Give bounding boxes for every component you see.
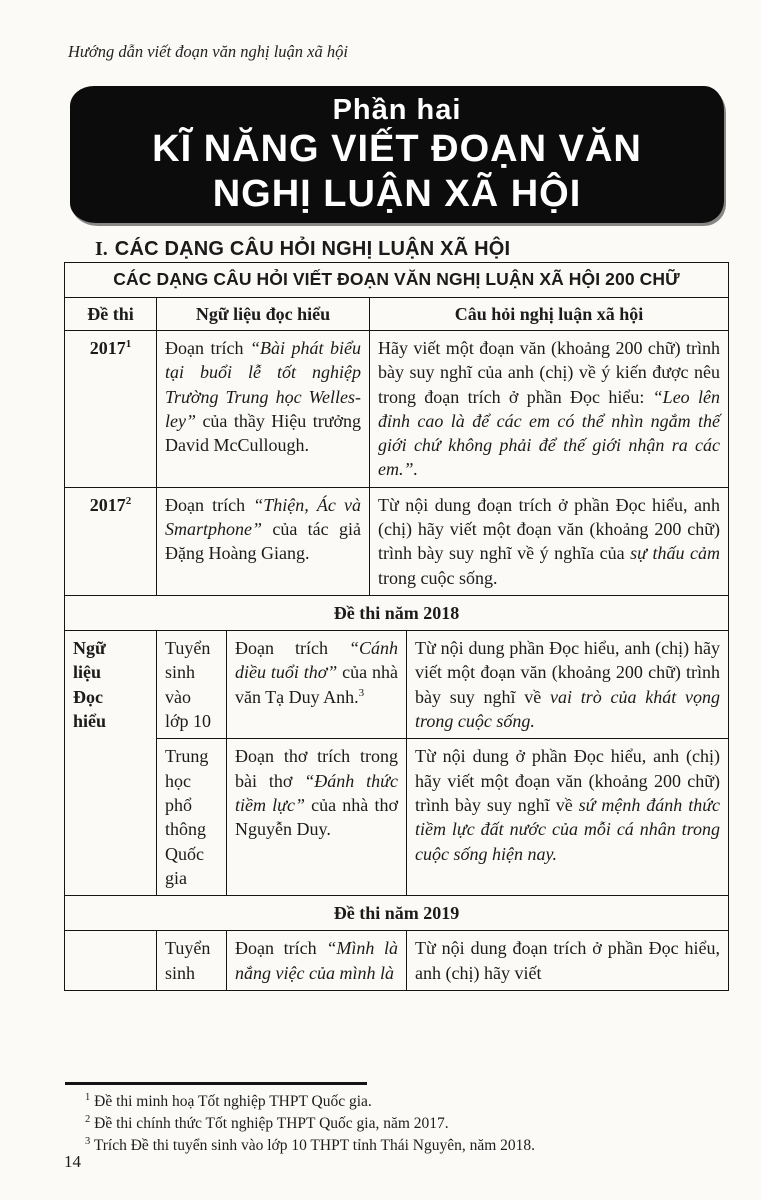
- section-numeral: I.: [95, 238, 108, 260]
- column-header-row: [65, 297, 729, 330]
- table-title: CÁC DẠNG CÂU HỎI VIẾT ĐOẠN VĂN NGHỊ LUẬN XÃ HỘI 200 CHỮ: [65, 263, 729, 298]
- table-row-2017-1: [65, 330, 729, 487]
- banner-title-line1: KĨ NĂNG VIẾT ĐOẠN VĂN: [152, 128, 642, 170]
- footnotes-block: [85, 1091, 705, 1157]
- section-title: CÁC DẠNG CÂU HỎI NGHỊ LUẬN XÃ HỘI: [114, 238, 511, 260]
- source-cell: Đoạn trích “Thiện, Ác và Smartphone” của tác giả Đặng Hoàng Giang.: [157, 487, 370, 595]
- source-cell: Đoạn thơ trích trong bài thơ “Đánh thức tiềm lực” của nhà thơ Nguyễn Duy.: [227, 739, 407, 896]
- year-cell: 2017$^2$: [65, 487, 157, 595]
- exam-table: [64, 262, 729, 991]
- exam-type-cell: Trung học phổ thông Quốc gia: [157, 739, 227, 896]
- exam-type-cell: Tuyển sinh: [157, 931, 227, 991]
- table-row-2019: [65, 931, 729, 991]
- table-row-2017-2: [65, 487, 729, 595]
- column-header-reading: Ngữ liệu đọc hiểu: [157, 297, 370, 330]
- footnote-text: Đề thi minh hoạ Tốt nghiệp THPT Quốc gia.: [90, 1093, 372, 1110]
- banner-part-label: Phần hai: [332, 94, 462, 126]
- footnote-ref-icon: 3: [358, 686, 365, 699]
- source-cell: Đoạn trích “Mình là nắng việc của mình là: [227, 931, 407, 991]
- section-row-2018: [65, 595, 729, 630]
- footnote-text: Đề thi chính thức Tốt nghiệp THPT Quốc gia, năm 2017.: [90, 1115, 449, 1132]
- table-row-2018-thpt: [65, 739, 729, 896]
- running-header: Hướng dẫn viết đoạn văn nghị luận xã hội: [68, 42, 348, 61]
- section-row-label: Đề thi năm 2019: [65, 896, 729, 931]
- question-cell: Từ nội dung đoạn trích ở phần Đọc hiểu, anh (chị) hãy viết một đoạn văn (khoảng 200 chữ) trình bày suy nghĩ về ý nghĩa của sự thấu cảm trong cuộc sống.: [370, 487, 729, 595]
- section-heading: [95, 238, 510, 261]
- footnote-marker: 1: [85, 1091, 91, 1103]
- column-header-exam: Đề thi: [65, 297, 157, 330]
- question-cell: Từ nội dung phần Đọc hiểu, anh (chị) hãy viết một đoạn văn (khoảng 200 chữ) trình bày suy nghĩ về vai trò của khát vọng trong cuộc sống.: [407, 631, 729, 739]
- footnote-marker: 2: [85, 1113, 91, 1125]
- footnote-ref-icon: 2: [125, 494, 132, 507]
- footnote-ref-icon: 1: [125, 337, 132, 350]
- footnote-item: [85, 1135, 705, 1157]
- year-cell: 2017$^1$: [65, 330, 157, 487]
- part-banner: [70, 86, 724, 223]
- table-title-row: [65, 263, 729, 298]
- year-cell: [65, 931, 157, 991]
- footnote-divider: [65, 1082, 367, 1085]
- question-cell: Từ nội dung đoạn trích ở phần Đọc hiểu, anh (chị) hãy viết: [407, 931, 729, 991]
- page-number: 14: [64, 1152, 81, 1171]
- section-row-label: Đề thi năm 2018: [65, 595, 729, 630]
- source-cell: Đoạn trích “Cánh diều tuổi thơ” của nhà văn Tạ Duy Anh.$^3$: [227, 631, 407, 739]
- footnote-text: Trích Đề thi tuyển sinh vào lớp 10 THPT tỉnh Thái Nguyên, năm 2018.: [90, 1137, 536, 1154]
- question-cell: Từ nội dung ở phần Đọc hiểu, anh (chị) hãy viết một đoạn văn (khoảng 200 chữ) trình bày suy nghĩ về sứ mệnh đánh thức tiềm lực đất nước của mỗi cá nhân trong cuộc sống hiện nay.: [407, 739, 729, 896]
- question-cell: Hãy viết một đoạn văn (khoảng 200 chữ) trình bày suy nghĩ của anh (chị) về ý kiến được nêu trong đoạn trích ở phần Đọc hiểu: “Leo lên đỉnh cao là để các em có thể nhìn ngắm thế giới chứ không phải để thế giới nhận ra các em.”.: [370, 330, 729, 487]
- row-label-reading: Ngữ liệu Đọc hiểu: [65, 631, 157, 896]
- footnote-marker: 3: [85, 1135, 91, 1147]
- footnote-item: [85, 1091, 705, 1113]
- footnote-item: [85, 1113, 705, 1135]
- section-row-2019: [65, 896, 729, 931]
- table-row-2018-ts10: [65, 631, 729, 739]
- exam-table-region: [64, 262, 730, 1054]
- banner-title-line2: NGHỊ LUẬN XÃ HỘI: [212, 173, 582, 215]
- exam-type-cell: Tuyển sinh vào lớp 10: [157, 631, 227, 739]
- source-cell: Đoạn trích “Bài phát biểu tại buổi lễ tốt nghiệp Trường Trung học Welles-ley” của thầy Hiệu trưởng David McCullough.: [157, 330, 370, 487]
- column-header-question: Câu hỏi nghị luận xã hội: [370, 297, 729, 330]
